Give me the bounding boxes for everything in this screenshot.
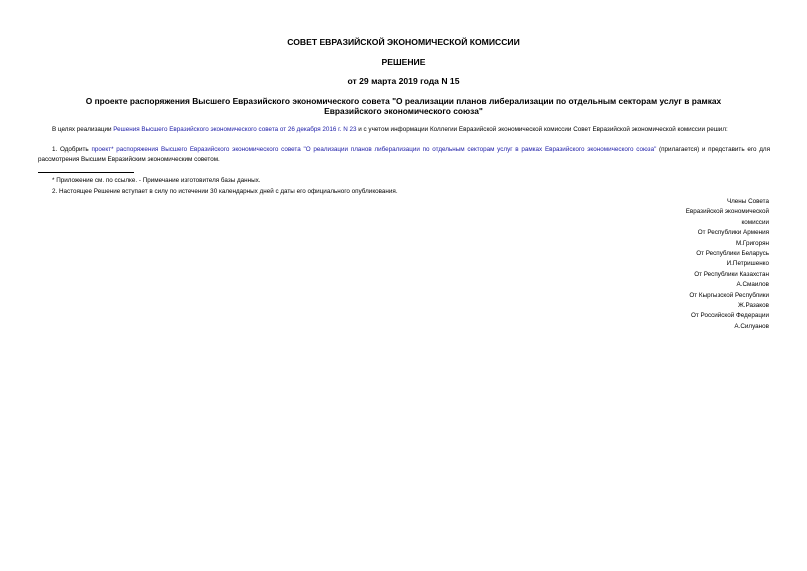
signature-line: От Российской Федерации	[690, 312, 769, 320]
draft-order-link[interactable]: проект* распоряжения Высшего Евразийского экономического совета "О реализации планов либерализации по отдельным секторам услуг в рамках Евразийского экономического союза"	[91, 146, 657, 153]
signature-line: комиссии	[741, 218, 769, 226]
signature-line: От Республики Казахстан	[694, 270, 769, 278]
signature-line: М.Григорян	[735, 239, 769, 247]
signature-line: От Республики Армения	[697, 229, 769, 237]
item-1-text-end: (прилагается) и представить его для рассмотрения Высшим Евразийским экономическим советом.	[38, 146, 770, 163]
item-2-paragraph: 2. Настоящее Решение вступает в силу по истечении 30 календарных дней с даты его официального опубликования.	[52, 188, 398, 195]
preamble-text-start: В целях реализации	[52, 126, 114, 133]
item-1-paragraph	[38, 145, 770, 165]
signature-block	[569, 197, 769, 332]
document-type: РЕШЕНИЕ	[381, 57, 426, 67]
signature-line: А.Силуанов	[734, 322, 769, 330]
preamble-paragraph	[38, 125, 770, 135]
footnote: * Приложение см. по ссылке. - Примечание изготовителя базы данных.	[52, 177, 261, 184]
footnote-divider	[38, 172, 134, 173]
organization-title: СОВЕТ ЕВРАЗИЙСКОЙ ЭКОНОМИЧЕСКОЙ КОМИССИИ	[287, 37, 520, 47]
decision-link[interactable]: Решения Высшего Евразийского экономического совета от 26 декабря 2016 г. N 23	[113, 126, 357, 133]
signature-line: И.Петришенко	[726, 260, 769, 268]
signature-line: Ж.Разаков	[737, 302, 769, 310]
signature-line: От Республики Беларусь	[696, 250, 769, 258]
signature-line: Евразийской экономической	[685, 208, 769, 216]
signature-line: Члены Совета	[726, 198, 769, 205]
preamble-text-end: и с учетом информации Коллегии Евразийской экономической комиссии Совет Евразийской экономической комиссии решил:	[356, 126, 728, 133]
document-date-number: от 29 марта 2019 года N 15	[347, 76, 460, 86]
signature-line: От Кыргызской Республики	[689, 291, 769, 299]
item-1-text-start: 1. Одобрить	[52, 146, 92, 153]
signature-line: А.Смаилов	[736, 281, 769, 289]
document-subject: О проекте распоряжения Высшего Евразийского экономического совета "О реализации планов либерализации по отдельным секторам услуг в рамках Евразийского экономического союза"	[85, 96, 722, 116]
